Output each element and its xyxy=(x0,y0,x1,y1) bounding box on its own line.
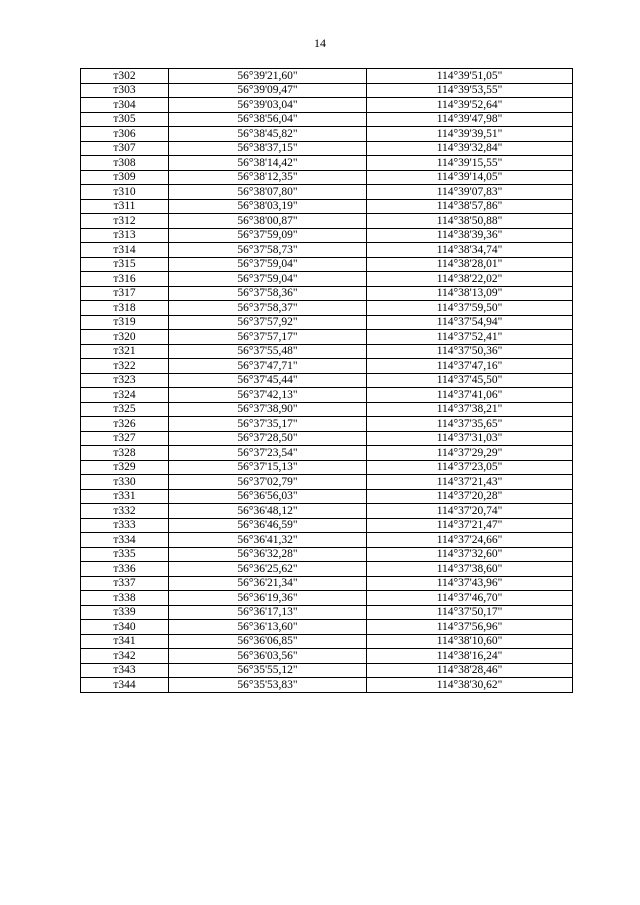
latitude-cell: 56°37'38,90" xyxy=(169,402,367,417)
table-row xyxy=(81,199,573,214)
latitude-cell: 56°37'58,73" xyxy=(169,243,367,258)
latitude-cell: 56°36'56,03" xyxy=(169,489,367,504)
table-row xyxy=(81,112,573,127)
longitude-cell: 114°37'35,65" xyxy=(367,417,573,432)
latitude-cell: 56°37'59,09" xyxy=(169,228,367,243)
table-row xyxy=(81,170,573,185)
table-row xyxy=(81,272,573,287)
table-row xyxy=(81,214,573,229)
longitude-cell: 114°37'50,36" xyxy=(367,344,573,359)
longitude-cell: 114°37'46,70" xyxy=(367,591,573,606)
longitude-cell: 114°37'20,74" xyxy=(367,504,573,519)
point-id-cell: т303 xyxy=(81,83,169,98)
longitude-cell: 114°37'21,47" xyxy=(367,518,573,533)
longitude-cell: 114°39'15,55" xyxy=(367,156,573,171)
longitude-cell: 114°38'39,36" xyxy=(367,228,573,243)
longitude-cell: 114°37'52,41" xyxy=(367,330,573,345)
longitude-cell: 114°38'16,24" xyxy=(367,649,573,664)
point-id-cell: т333 xyxy=(81,518,169,533)
table-row xyxy=(81,460,573,475)
table-row xyxy=(81,576,573,591)
longitude-cell: 114°37'32,60" xyxy=(367,547,573,562)
point-id-cell: т328 xyxy=(81,446,169,461)
table-row xyxy=(81,431,573,446)
latitude-cell: 56°36'41,32" xyxy=(169,533,367,548)
longitude-cell: 114°39'39,51" xyxy=(367,127,573,142)
latitude-cell: 56°37'58,37" xyxy=(169,301,367,316)
latitude-cell: 56°36'19,36" xyxy=(169,591,367,606)
point-id-cell: т327 xyxy=(81,431,169,446)
point-id-cell: т343 xyxy=(81,663,169,678)
table-row xyxy=(81,649,573,664)
point-id-cell: т306 xyxy=(81,127,169,142)
table-row xyxy=(81,402,573,417)
point-id-cell: т319 xyxy=(81,315,169,330)
coordinates-table xyxy=(80,68,573,693)
longitude-cell: 114°37'54,94" xyxy=(367,315,573,330)
longitude-cell: 114°37'20,28" xyxy=(367,489,573,504)
point-id-cell: т309 xyxy=(81,170,169,185)
longitude-cell: 114°38'34,74" xyxy=(367,243,573,258)
point-id-cell: т304 xyxy=(81,98,169,113)
latitude-cell: 56°36'06,85" xyxy=(169,634,367,649)
latitude-cell: 56°36'13,60" xyxy=(169,620,367,635)
table-row xyxy=(81,127,573,142)
longitude-cell: 114°37'45,50" xyxy=(367,373,573,388)
table-row xyxy=(81,344,573,359)
point-id-cell: т317 xyxy=(81,286,169,301)
table-row xyxy=(81,83,573,98)
latitude-cell: 56°38'37,15" xyxy=(169,141,367,156)
longitude-cell: 114°39'14,05" xyxy=(367,170,573,185)
table-row xyxy=(81,286,573,301)
longitude-cell: 114°37'41,06" xyxy=(367,388,573,403)
latitude-cell: 56°38'14,42" xyxy=(169,156,367,171)
point-id-cell: т326 xyxy=(81,417,169,432)
table-row xyxy=(81,388,573,403)
longitude-cell: 114°37'21,43" xyxy=(367,475,573,490)
latitude-cell: 56°38'07,80" xyxy=(169,185,367,200)
latitude-cell: 56°37'35,17" xyxy=(169,417,367,432)
table-row xyxy=(81,504,573,519)
point-id-cell: т332 xyxy=(81,504,169,519)
point-id-cell: т338 xyxy=(81,591,169,606)
latitude-cell: 56°39'21,60" xyxy=(169,69,367,84)
point-id-cell: т334 xyxy=(81,533,169,548)
latitude-cell: 56°36'46,59" xyxy=(169,518,367,533)
longitude-cell: 114°37'38,21" xyxy=(367,402,573,417)
longitude-cell: 114°37'56,96" xyxy=(367,620,573,635)
table-row xyxy=(81,620,573,635)
table-row xyxy=(81,98,573,113)
point-id-cell: т329 xyxy=(81,460,169,475)
point-id-cell: т325 xyxy=(81,402,169,417)
longitude-cell: 114°37'47,16" xyxy=(367,359,573,374)
point-id-cell: т344 xyxy=(81,678,169,693)
point-id-cell: т314 xyxy=(81,243,169,258)
longitude-cell: 114°37'24,66" xyxy=(367,533,573,548)
latitude-cell: 56°37'55,48" xyxy=(169,344,367,359)
point-id-cell: т330 xyxy=(81,475,169,490)
longitude-cell: 114°39'53,55" xyxy=(367,83,573,98)
point-id-cell: т318 xyxy=(81,301,169,316)
table-row xyxy=(81,373,573,388)
latitude-cell: 56°38'00,87" xyxy=(169,214,367,229)
longitude-cell: 114°39'52,64" xyxy=(367,98,573,113)
point-id-cell: т305 xyxy=(81,112,169,127)
longitude-cell: 114°38'28,01" xyxy=(367,257,573,272)
longitude-cell: 114°37'50,17" xyxy=(367,605,573,620)
table-row xyxy=(81,315,573,330)
latitude-cell: 56°37'59,04" xyxy=(169,257,367,272)
table-row xyxy=(81,591,573,606)
table-row xyxy=(81,562,573,577)
point-id-cell: т315 xyxy=(81,257,169,272)
point-id-cell: т311 xyxy=(81,199,169,214)
point-id-cell: т335 xyxy=(81,547,169,562)
longitude-cell: 114°39'47,98" xyxy=(367,112,573,127)
longitude-cell: 114°38'13,09" xyxy=(367,286,573,301)
point-id-cell: т310 xyxy=(81,185,169,200)
latitude-cell: 56°37'15,13" xyxy=(169,460,367,475)
latitude-cell: 56°37'59,04" xyxy=(169,272,367,287)
table-row xyxy=(81,243,573,258)
table-row xyxy=(81,228,573,243)
table-row xyxy=(81,69,573,84)
point-id-cell: т316 xyxy=(81,272,169,287)
latitude-cell: 56°35'53,83" xyxy=(169,678,367,693)
table-row xyxy=(81,257,573,272)
latitude-cell: 56°37'45,44" xyxy=(169,373,367,388)
table-row xyxy=(81,547,573,562)
point-id-cell: т331 xyxy=(81,489,169,504)
longitude-cell: 114°37'29,29" xyxy=(367,446,573,461)
point-id-cell: т308 xyxy=(81,156,169,171)
table-row xyxy=(81,185,573,200)
latitude-cell: 56°37'42,13" xyxy=(169,388,367,403)
table-row xyxy=(81,301,573,316)
point-id-cell: т336 xyxy=(81,562,169,577)
coordinates-table-body xyxy=(81,69,573,693)
table-row xyxy=(81,605,573,620)
latitude-cell: 56°37'02,79" xyxy=(169,475,367,490)
latitude-cell: 56°38'56,04" xyxy=(169,112,367,127)
longitude-cell: 114°37'31,03" xyxy=(367,431,573,446)
latitude-cell: 56°37'28,50" xyxy=(169,431,367,446)
point-id-cell: т341 xyxy=(81,634,169,649)
point-id-cell: т337 xyxy=(81,576,169,591)
latitude-cell: 56°36'17,13" xyxy=(169,605,367,620)
longitude-cell: 114°38'10,60" xyxy=(367,634,573,649)
table-row xyxy=(81,533,573,548)
point-id-cell: т322 xyxy=(81,359,169,374)
longitude-cell: 114°38'22,02" xyxy=(367,272,573,287)
point-id-cell: т312 xyxy=(81,214,169,229)
point-id-cell: т324 xyxy=(81,388,169,403)
table-row xyxy=(81,417,573,432)
latitude-cell: 56°37'23,54" xyxy=(169,446,367,461)
longitude-cell: 114°39'51,05" xyxy=(367,69,573,84)
latitude-cell: 56°36'32,28" xyxy=(169,547,367,562)
table-row xyxy=(81,489,573,504)
point-id-cell: т321 xyxy=(81,344,169,359)
table-row xyxy=(81,678,573,693)
longitude-cell: 114°39'07,83" xyxy=(367,185,573,200)
point-id-cell: т307 xyxy=(81,141,169,156)
point-id-cell: т302 xyxy=(81,69,169,84)
point-id-cell: т323 xyxy=(81,373,169,388)
table-row xyxy=(81,475,573,490)
latitude-cell: 56°38'03,19" xyxy=(169,199,367,214)
longitude-cell: 114°38'57,86" xyxy=(367,199,573,214)
latitude-cell: 56°38'12,35" xyxy=(169,170,367,185)
point-id-cell: т313 xyxy=(81,228,169,243)
table-row xyxy=(81,359,573,374)
page-number: 14 xyxy=(314,36,326,50)
table-row xyxy=(81,518,573,533)
point-id-cell: т342 xyxy=(81,649,169,664)
latitude-cell: 56°39'09,47" xyxy=(169,83,367,98)
longitude-cell: 114°38'50,88" xyxy=(367,214,573,229)
latitude-cell: 56°35'55,12" xyxy=(169,663,367,678)
latitude-cell: 56°37'47,71" xyxy=(169,359,367,374)
table-row xyxy=(81,141,573,156)
table-row xyxy=(81,330,573,345)
latitude-cell: 56°36'25,62" xyxy=(169,562,367,577)
latitude-cell: 56°36'48,12" xyxy=(169,504,367,519)
longitude-cell: 114°37'23,05" xyxy=(367,460,573,475)
longitude-cell: 114°37'59,50" xyxy=(367,301,573,316)
table-row xyxy=(81,156,573,171)
longitude-cell: 114°39'32,84" xyxy=(367,141,573,156)
point-id-cell: т340 xyxy=(81,620,169,635)
table-row xyxy=(81,634,573,649)
latitude-cell: 56°36'03,56" xyxy=(169,649,367,664)
latitude-cell: 56°37'57,17" xyxy=(169,330,367,345)
table-row xyxy=(81,446,573,461)
longitude-cell: 114°38'28,46" xyxy=(367,663,573,678)
longitude-cell: 114°37'43,96" xyxy=(367,576,573,591)
latitude-cell: 56°39'03,04" xyxy=(169,98,367,113)
latitude-cell: 56°36'21,34" xyxy=(169,576,367,591)
latitude-cell: 56°37'58,36" xyxy=(169,286,367,301)
point-id-cell: т339 xyxy=(81,605,169,620)
point-id-cell: т320 xyxy=(81,330,169,345)
longitude-cell: 114°38'30,62" xyxy=(367,678,573,693)
longitude-cell: 114°37'38,60" xyxy=(367,562,573,577)
latitude-cell: 56°38'45,82" xyxy=(169,127,367,142)
table-row xyxy=(81,663,573,678)
latitude-cell: 56°37'57,92" xyxy=(169,315,367,330)
